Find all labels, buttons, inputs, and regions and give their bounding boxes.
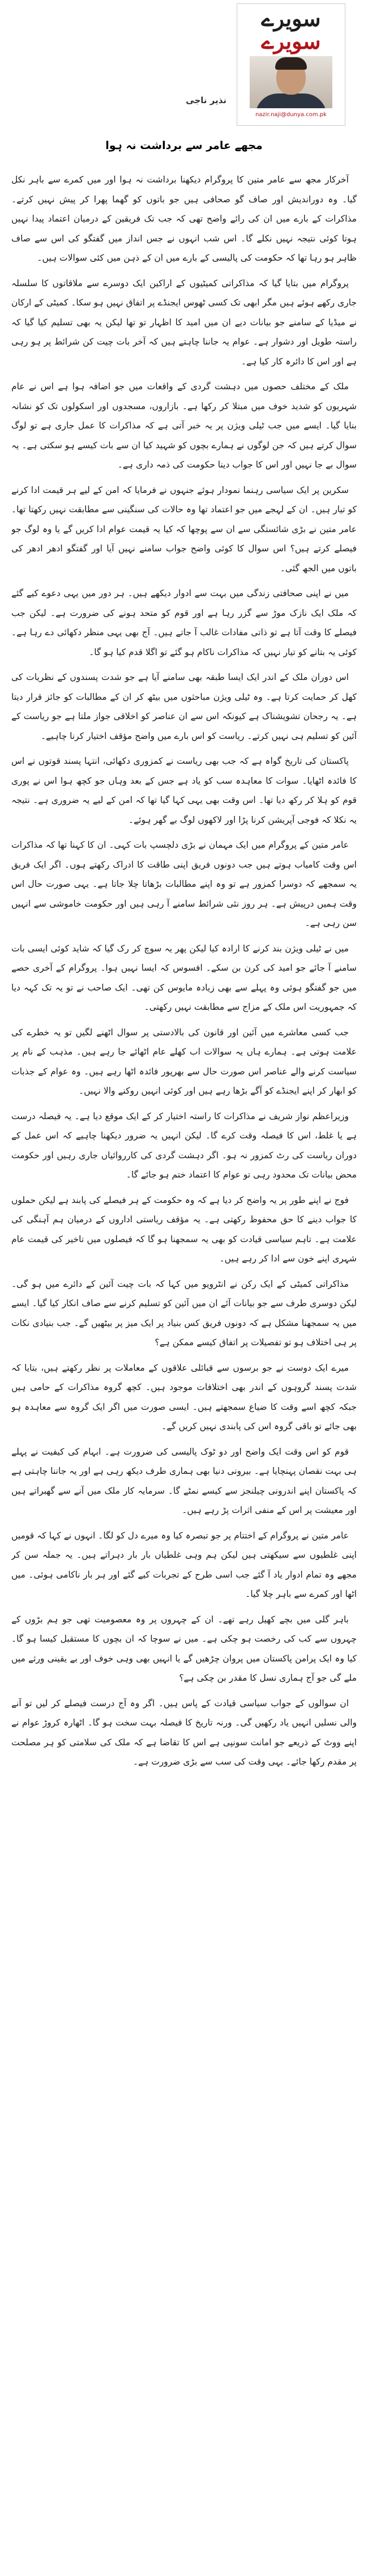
article-paragraph: میرے ایک دوست نے جو برسوں سے قبائلی علاقوں کے معاملات پر نظر رکھتے ہیں، بتایا کہ شدت پسند گروہوں کے اندر بھی اختلافات موجود ہیں۔ کچھ گروہ مذاکرات کے حامی ہیں جبکہ کچھ اسے وقت کا ضیاع سمجھتے ہیں۔ ایسی صورت میں اگر ایک گروہ سے معاہدہ ہو بھی جائے تو باقی گروہ اس کی پابندی نہیں کریں گے۔ bbox=[11, 1362, 357, 1431]
column-header bbox=[0, 0, 368, 134]
article-title: مجھے عامر سے برداشت نہ ہوا bbox=[105, 139, 263, 152]
author-photo bbox=[250, 56, 332, 108]
article-paragraph: اس دوران ملک کے اندر ایک ایسا طبقہ بھی سامنے آیا ہے جو شدت پسندوں کے نظریات کی کھل کر حمایت کرتا ہے۔ وہ ٹیلی ویژن مباحثوں میں بیٹھ کر ان کے مطالبات کو جائز قرار دیتا ہے۔ یہ رجحان تشویشناک ہے کیونکہ اس سے ان عناصر کو اخلاقی جواز ملتا ہے جو ریاست کے آئین کو تسلیم ہی نہیں کرتے۔ ریاست کو اس بارے میں واضح مؤقف اختیار کرنا چاہیے۔ bbox=[11, 672, 357, 741]
article-paragraph: وزیراعظم نواز شریف نے مذاکرات کا راستہ اختیار کر کے ایک موقع دیا ہے۔ یہ فیصلہ درست ہے یا غلط، اس کا فیصلہ وقت کرے گا۔ لیکن انہیں یہ ضرور دیکھنا چاہیے کہ اس عمل کے دوران ریاست کی رٹ کمزور نہ ہو۔ اگر دہشت گردی کی کارروائیاں جاری رہیں اور حکومت محض بیانات تک محدود رہی تو عوام کا اعتماد ختم ہو جائے گا۔ bbox=[11, 1111, 357, 1180]
article-paragraph: جب کسی معاشرے میں آئین اور قانون کی بالادستی پر سوال اٹھنے لگیں تو یہ خطرے کی علامت ہوتی ہے۔ ہمارے ہاں یہ سوالات اب کھلے عام اٹھائے جا رہے ہیں۔ مذہب کے نام پر سیاست کرنے والے عناصر اس صورت حال سے بھرپور فائدہ اٹھا رہے ہیں۔ وہ عوام کے جذبات کو ابھار کر اپنے ایجنڈے کو آگے بڑھا رہے ہیں اور کوئی انہیں روکنے والا نہیں۔ bbox=[11, 1027, 357, 1096]
article-paragraph: پروگرام میں بتایا گیا کہ مذاکراتی کمیٹیوں کے اراکین ایک دوسرے سے ملاقاتوں کا سلسلہ جاری رکھے ہوئے ہیں مگر ابھی تک کسی ٹھوس ایجنڈے پر اتفاق نہیں ہو سکا۔ کمیٹی کے ارکان نے میڈیا کے سامنے جو بیانات دیے ان میں امید کا اظہار تو تھا لیکن یہ بھی تسلیم کیا گیا کہ راستہ طویل اور دشوار ہے۔ عوام یہ جاننا چاہتے ہیں کہ آخر بات چیت کن شرائط پر ہو رہی ہے اور اس کا دائرہ کار کیا ہے۔ bbox=[11, 278, 357, 367]
column-name-line1: سویرے bbox=[261, 6, 321, 31]
author-photo-shoulders bbox=[255, 93, 327, 108]
article-body bbox=[11, 170, 357, 2567]
article-paragraph: پاکستان کی تاریخ گواہ ہے کہ جب بھی ریاست نے کمزوری دکھائی، انتہا پسند قوتوں نے اس کا فائدہ اٹھایا۔ سوات کا معاہدہ سب کو یاد ہے جس کے بعد وہاں جو کچھ ہوا اس نے پوری قوم کو ہلا کر رکھ دیا تھا۔ اس وقت بھی یہی کہا گیا تھا کہ امن کے لیے یہ ضروری ہے۔ نتیجہ یہ نکلا کہ فوجی آپریشن کرنا پڑا اور لاکھوں لوگ بے گھر ہوئے۔ bbox=[11, 756, 357, 825]
article-paragraph: میں نے اپنی صحافتی زندگی میں بہت سے ادوار دیکھے ہیں۔ ہر دور میں یہی دعوے کیے گئے کہ ملک ایک نازک موڑ سے گزر رہا ہے اور قوم کو متحد ہونے کی ضرورت ہے۔ لیکن جب فیصلے کا وقت آتا ہے تو ذاتی مفادات غالب آ جاتے ہیں۔ آج بھی یہی منظر دکھائی دے رہا ہے۔ کوئی یہ بتانے کو تیار نہیں کہ مذاکرات ناکام ہو گئے تو اگلا قدم کیا ہو گا۔ bbox=[11, 588, 357, 657]
column-brand bbox=[237, 7, 345, 53]
column-name-line2: سویرے bbox=[261, 28, 321, 54]
author-photo-hair bbox=[275, 57, 307, 70]
article-paragraph: میں نے ٹیلی ویژن بند کرنے کا ارادہ کیا لیکن پھر یہ سوچ کر رک گیا کہ شاید کوئی ایسی بات سامنے آ جائے جو امید کی کرن بن سکے۔ افسوس کہ ایسا نہیں ہوا۔ پروگرام کے آخری حصے میں جو گفتگو ہوئی وہ پہلے سے بھی زیادہ مایوس کن تھی۔ ایک صاحب نے تو یہ تک کہہ دیا کہ جمہوریت اس ملک کے مزاج سے مطابقت نہیں رکھتی۔ bbox=[11, 943, 357, 1012]
article-paragraph: عامر متین نے پروگرام کے اختتام پر جو تبصرہ کیا وہ میرے دل کو لگا۔ انہوں نے کہا کہ قومیں اپنی غلطیوں سے سیکھتی ہیں لیکن ہم وہی غلطیاں بار بار دہراتے ہیں۔ یہ جملہ سن کر مجھے وہ تمام ادوار یاد آ گئے جب اسی طرح کے تجربات کیے گئے اور ہر بار ناکامی ہوئی۔ میں اٹھا اور کمرے سے باہر چلا گیا۔ bbox=[11, 1530, 357, 1599]
author-name: نذیر ناجی bbox=[186, 95, 226, 105]
column-logo bbox=[237, 3, 345, 126]
article-paragraph: فوج نے اپنے طور پر یہ واضح کر دیا ہے کہ وہ حکومت کے ہر فیصلے کی پابند ہے لیکن حملوں کا جواب دینے کا حق محفوظ رکھتی ہے۔ یہ مؤقف ریاستی اداروں کے درمیان ہم آہنگی کی علامت ہے۔ تاہم سیاسی قیادت کو بھی یہ سمجھنا ہو گا کہ فیصلوں میں تاخیر کی قیمت عام شہری اپنے خون سے ادا کر رہے ہیں۔ bbox=[11, 1195, 357, 1264]
article-paragraph: قوم کو اس وقت ایک واضح اور دو ٹوک پالیسی کی ضرورت ہے۔ ابہام کی کیفیت نے پہلے ہی بہت نقصان پہنچایا ہے۔ بیرونی دنیا بھی ہماری طرف دیکھ رہی ہے اور یہ جاننا چاہتی ہے کہ پاکستان اپنے اندرونی چیلنجز سے کیسے نمٹے گا۔ سرمایہ کار ملک میں آنے سے گھبراتے ہیں اور معیشت پر اس کے منفی اثرات پڑ رہے ہیں۔ bbox=[11, 1446, 357, 1515]
author-email: nazir.naji@dunya.com.pk bbox=[255, 112, 327, 118]
article-paragraph: عامر متین کے پروگرام میں ایک مہمان نے بڑی دلچسپ بات کہی۔ ان کا کہنا تھا کہ مذاکرات اس وقت کامیاب ہوتے ہیں جب دونوں فریق اپنی طاقت کا ادراک رکھتے ہوں۔ اگر ایک فریق یہ سمجھے کہ دوسرا کمزور ہے تو وہ اپنے مطالبات بڑھاتا چلا جاتا ہے۔ یہی صورت حال اس وقت ہمیں درپیش ہے۔ ہر روز نئی شرائط سامنے آ رہی ہیں اور حکومت خاموشی سے انہیں سن رہی ہے۔ bbox=[11, 840, 357, 928]
article-paragraph: ملک کے مختلف حصوں میں دہشت گردی کے واقعات میں جو اضافہ ہوا ہے اس نے عام شہریوں کو شدید خوف میں مبتلا کر رکھا ہے۔ بازاروں، مسجدوں اور اسکولوں تک کو نشانہ بنایا گیا۔ ایسے میں جب ٹیلی ویژن پر یہ خبر آتی ہے کہ مذاکرات کا عمل جاری ہے تو لوگ سوال کرتے ہیں کہ جن لوگوں نے ہمارے بچوں کو شہید کیا ان سے بات کیسے ہو سکتی ہے۔ یہ سوال بے جا نہیں اور اس کا جواب دینا حکومت کی ذمہ داری ہے۔ bbox=[11, 381, 357, 470]
article-paragraph: آخرکار مجھ سے عامر متین کا پروگرام دیکھنا برداشت نہ ہوا اور میں کمرے سے باہر نکل گیا۔ وہ دوراندیش اور صاف گو صحافی ہیں جو باتوں کو گھما پھرا کر پیش نہیں کرتے۔ مذاکرات کے بارے میں ان کی رائے واضح تھی کہ جب تک فریقین کے درمیان اعتماد پیدا نہیں ہوتا کوئی نتیجہ نہیں نکلے گا۔ اس شب انہوں نے جس انداز میں گفتگو کی اس سے صاف ظاہر ہو رہا تھا کہ حکومت کی پالیسی کے بارے میں ان کے ذہن میں کئی سوالات ہیں۔ bbox=[11, 175, 357, 263]
article-paragraph: مذاکراتی کمیٹی کے ایک رکن نے انٹرویو میں کہا کہ بات چیت آئین کے دائرے میں ہو گی۔ لیکن دوسری طرف سے جو بیانات آئے ان میں آئین کو تسلیم کرنے سے صاف انکار کیا گیا۔ ایسے میں یہ سمجھنا مشکل ہے کہ دونوں فریق کس بنیاد پر ایک میز پر بیٹھیں گے۔ جب بنیادی نکات پر ہی اختلاف ہو تو تفصیلات پر اتفاق کیسے ممکن ہے؟ bbox=[11, 1278, 357, 1347]
article-paragraph: باہر گلی میں بچے کھیل رہے تھے۔ ان کے چہروں پر وہ معصومیت تھی جو ہم بڑوں کے چہروں سے کب کی رخصت ہو چکی ہے۔ میں نے سوچا کہ ان بچوں کا مستقبل کیسا ہو گا۔ کیا وہ ایک پرامن پاکستان میں پروان چڑھیں گے یا انہیں بھی وہی خوف اور بے یقینی ورثے میں ملے گی جو آج ہماری نسل کا مقدر بن چکی ہے؟ bbox=[11, 1614, 357, 1683]
article-paragraph: سکرین پر ایک سیاسی رہنما نمودار ہوئے جنہوں نے فرمایا کہ امن کے لیے ہر قیمت ادا کرنے کو تیار ہیں۔ ان کے لہجے میں جو اعتماد تھا وہ حالات کی سنگینی سے مطابقت نہیں رکھتا تھا۔ عامر متین نے بڑی شائستگی سے ان سے پوچھا کہ کیا یہ قیمت عوام ادا کریں گے یا وہ لوگ جو فیصلے کرتے ہیں؟ اس سوال کا کوئی واضح جواب سامنے نہیں آیا اور گفتگو ادھر ادھر کی باتوں میں الجھ گئی۔ bbox=[11, 484, 357, 573]
article-paragraph: ان سوالوں کے جواب سیاسی قیادت کے پاس ہیں۔ اگر وہ آج درست فیصلے کر لیں تو آنے والی نسلیں انہیں یاد رکھیں گی۔ ورنہ تاریخ کا فیصلہ بہت سخت ہو گا۔ اٹھارہ کروڑ عوام نے اپنے ووٹ کے ذریعے جو امانت سونپی ہے اس کا تقاضا ہے کہ ملک کی سلامتی کو ہر مصلحت پر مقدم رکھا جائے۔ یہی وقت کی سب سے بڑی ضرورت ہے۔ bbox=[11, 1698, 357, 1767]
